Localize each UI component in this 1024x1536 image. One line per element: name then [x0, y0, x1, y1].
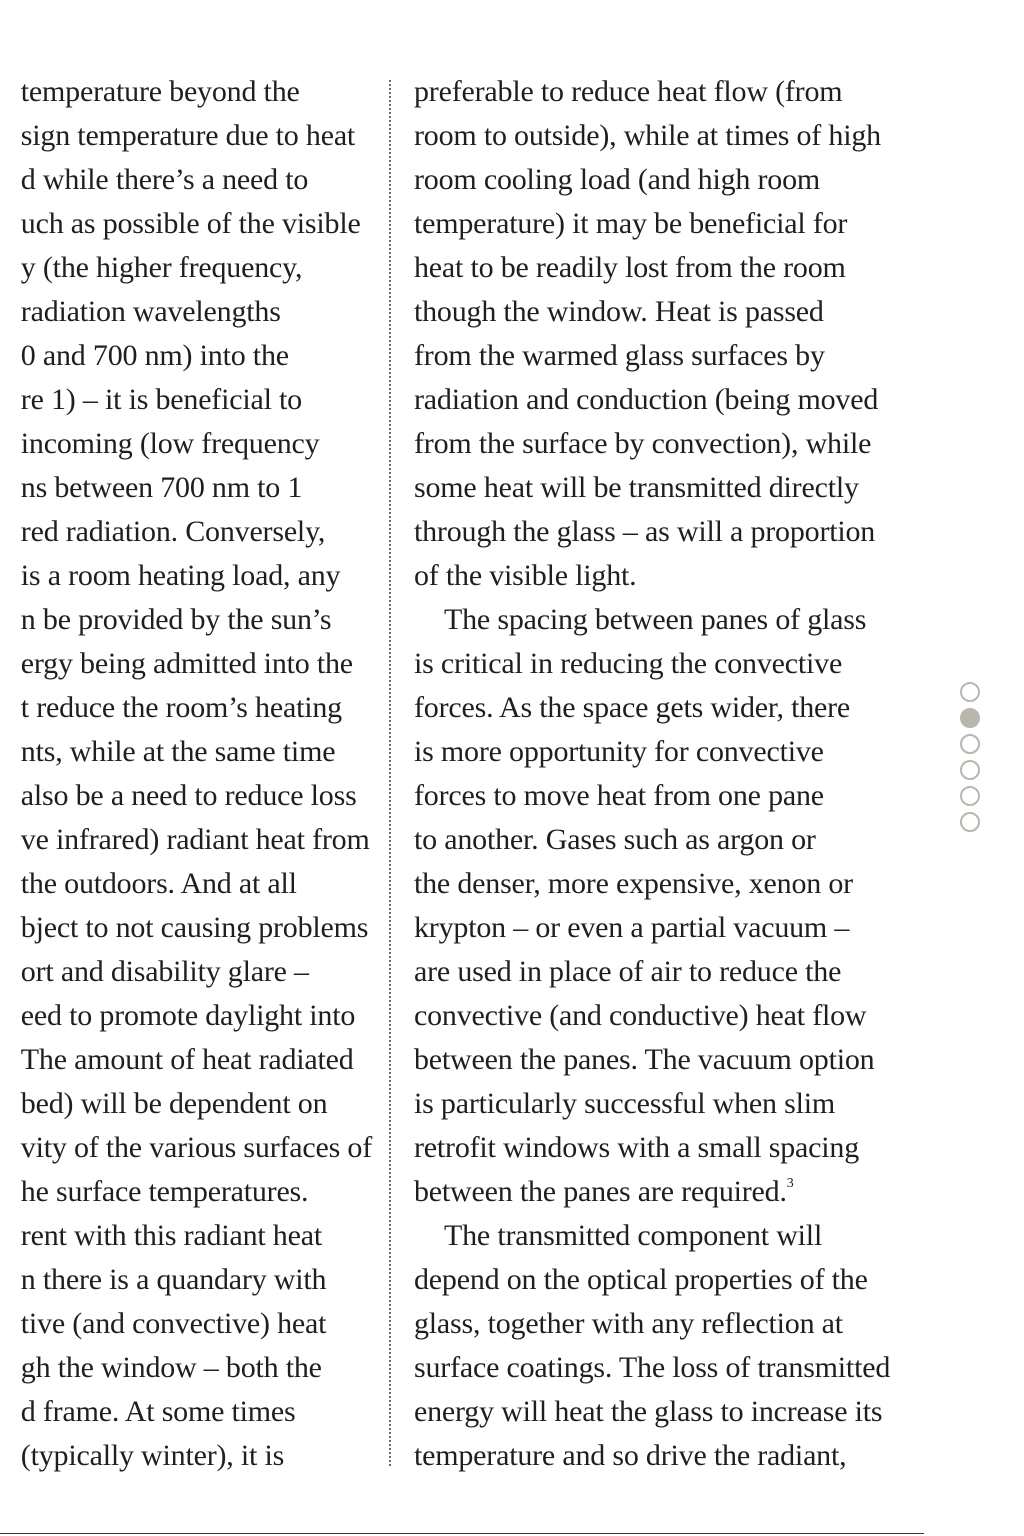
- right-text-line: retrofit windows with a small spacing: [414, 1131, 860, 1164]
- right-text-line: between the panes are required.$^3$: [414, 1175, 794, 1208]
- right-text-line: glass, together with any reflection at: [414, 1307, 843, 1340]
- right-text-line: temperature) it may be beneficial for: [414, 207, 848, 240]
- left-text-line: red radiation. Conversely,: [20, 515, 326, 548]
- right-text-line: from the warmed glass surfaces by: [414, 339, 825, 372]
- left-text-line: is a room heating load, any: [20, 559, 341, 592]
- left-text-column: [0, 0, 380, 1536]
- right-text-line: between the panes. The vacuum option: [414, 1043, 875, 1076]
- right-text-line: energy will heat the glass to increase its: [414, 1395, 883, 1428]
- left-text-line: rent with this radiant heat: [20, 1219, 322, 1252]
- left-text-line: bject to not causing problems: [20, 911, 369, 944]
- left-text-line: eed to promote daylight into: [20, 999, 356, 1032]
- left-text-line: gh the window – both the: [20, 1351, 322, 1384]
- right-text-column: [414, 70, 890, 1478]
- right-text-line: to another. Gases such as argon or: [414, 823, 816, 856]
- left-text-line: t reduce the room’s heating: [20, 691, 342, 724]
- left-text-line: 0 and 700 nm) into the: [20, 339, 289, 372]
- left-text-line: (typically winter), it is: [20, 1439, 285, 1472]
- left-text-line: d frame. At some times: [20, 1395, 296, 1428]
- page-dot[interactable]: [960, 786, 980, 806]
- left-text-line: ergy being admitted into the: [20, 647, 353, 680]
- left-text-line: ort and disability glare –: [20, 955, 309, 988]
- left-text-line: radiation wavelengths: [20, 295, 281, 328]
- left-text-line: sign temperature due to heat: [20, 119, 356, 152]
- right-text-line: heat to be readily lost from the room: [414, 251, 846, 284]
- page-dot[interactable]: [960, 682, 980, 702]
- right-text-line: forces to move heat from one pane: [414, 779, 824, 812]
- right-text-line: some heat will be transmitted directly: [414, 471, 859, 504]
- left-text-line: n be provided by the sun’s: [20, 603, 332, 636]
- left-text-line: uch as possible of the visible: [20, 207, 361, 240]
- right-text-line: is critical in reducing the convective: [414, 647, 843, 680]
- right-text-line: temperature and so drive the radiant,: [414, 1439, 847, 1472]
- left-text-line: bed) will be dependent on: [20, 1087, 328, 1120]
- left-text-line: the outdoors. And at all: [20, 867, 297, 900]
- right-text-line: is more opportunity for convective: [414, 735, 824, 768]
- column-divider: [389, 80, 391, 1466]
- right-text-line: surface coatings. The loss of transmitted: [414, 1351, 891, 1384]
- right-text-line: of the visible light.: [414, 559, 637, 592]
- right-text-line: through the glass – as will a proportion: [414, 515, 876, 548]
- left-text-line: n there is a quandary with: [20, 1263, 327, 1296]
- right-text-line: are used in place of air to reduce the: [414, 955, 842, 988]
- left-text-line: tive (and convective) heat: [20, 1307, 327, 1340]
- page-dot[interactable]: [960, 760, 980, 780]
- right-text-line: krypton – or even a partial vacuum –: [414, 911, 850, 944]
- right-text-line: forces. As the space gets wider, there: [414, 691, 851, 724]
- left-text-line: he surface temperatures.: [20, 1175, 309, 1208]
- page-dot[interactable]: [960, 812, 980, 832]
- left-text-line: y (the higher frequency,: [20, 251, 303, 284]
- left-text-line: The amount of heat radiated: [20, 1043, 354, 1076]
- right-text-line: convective (and conductive) heat flow: [414, 999, 867, 1032]
- page-indicator: [960, 682, 986, 838]
- left-text-line: ve infrared) radiant heat from: [20, 823, 370, 856]
- right-text-line: preferable to reduce heat flow (from: [414, 75, 843, 108]
- right-text-line: from the surface by convection), while: [414, 427, 872, 460]
- right-text-line: though the window. Heat is passed: [414, 295, 824, 328]
- left-text-line: re 1) – it is beneficial to: [20, 383, 302, 416]
- right-text-line: depend on the optical properties of the: [414, 1263, 868, 1296]
- right-text-line: the denser, more expensive, xenon or: [414, 867, 853, 900]
- right-text-line: The transmitted component will: [444, 1219, 823, 1252]
- left-text-line: d while there’s a need to: [20, 163, 309, 196]
- left-text-line: incoming (low frequency: [20, 427, 320, 460]
- left-text-line: also be a need to reduce loss: [20, 779, 357, 812]
- right-text-line: room to outside), while at times of high: [414, 119, 881, 152]
- bottom-rule: [0, 1533, 924, 1534]
- footnote-reference[interactable]: 3: [786, 1176, 794, 1191]
- right-text-line: is particularly successful when slim: [414, 1087, 836, 1120]
- left-text-line: nts, while at the same time: [20, 735, 336, 768]
- left-text-line: ns between 700 nm to 1: [20, 471, 303, 504]
- page-dot[interactable]: [960, 734, 980, 754]
- right-text-line: The spacing between panes of glass: [444, 603, 867, 636]
- page-dot[interactable]: [960, 708, 980, 728]
- right-text-line: room cooling load (and high room: [414, 163, 821, 196]
- right-text-line: radiation and conduction (being moved: [414, 383, 879, 416]
- left-text-line: temperature beyond the: [20, 75, 300, 108]
- left-text-line: vity of the various surfaces of: [20, 1131, 372, 1164]
